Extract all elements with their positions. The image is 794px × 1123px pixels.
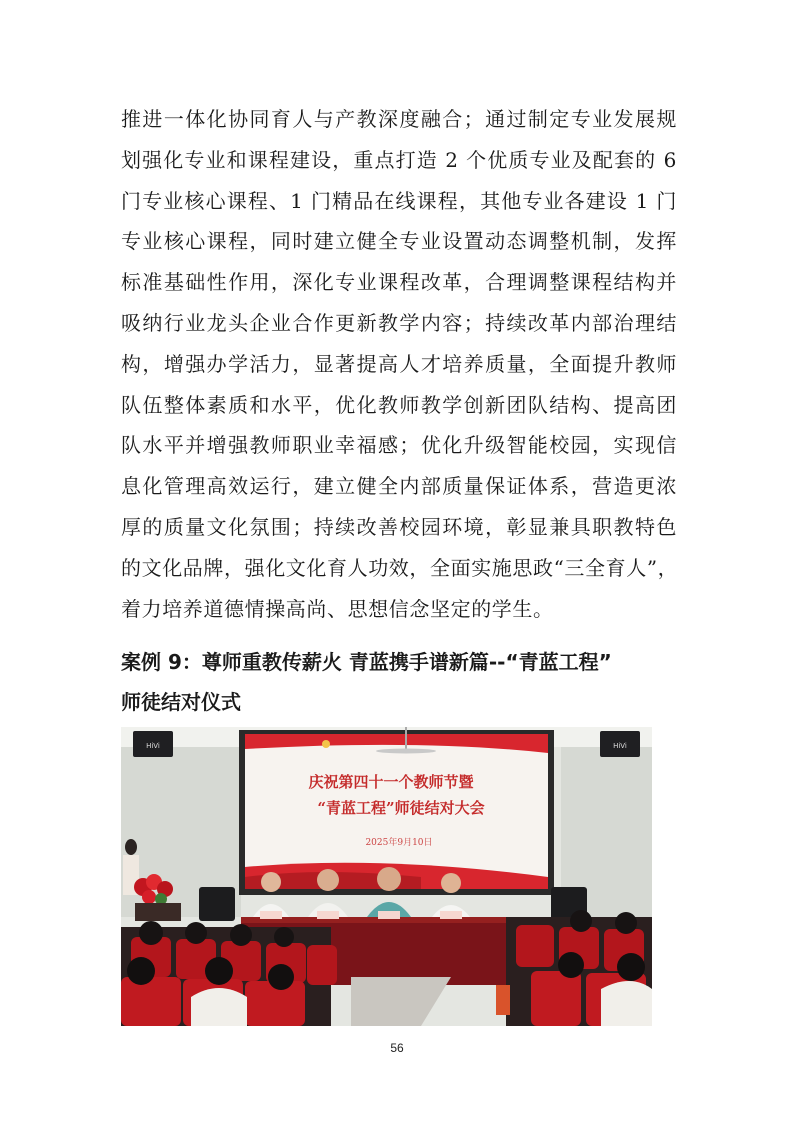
svg-text:HiVi: HiVi [613, 742, 627, 750]
left-speaker [133, 731, 173, 757]
projection-screen [245, 734, 548, 889]
right-speaker [600, 731, 640, 757]
body-line: 队伍整体素质和水平，优化教师教学创新团队结构、提高团 [121, 392, 677, 417]
screen-title-line2: “青蓝工程”师徒结对大会 [317, 799, 485, 817]
svg-text:HiVi: HiVi [146, 742, 160, 750]
body-line: 息化管理高效运行，建立健全内部质量保证体系，营造更浓 [121, 474, 677, 499]
audience-right [496, 910, 652, 1026]
body-line: 推进一体化协同育人与产教深度融合；通过制定专业发展规 [121, 107, 677, 131]
body-line: 门专业核心课程、1 门精品在线课程，其他专业各建设 1 门 [121, 188, 677, 213]
body-paragraph [121, 99, 677, 629]
body-line: 专业核心课程，同时建立健全专业设置动态调整机制，发挥 [121, 229, 677, 254]
body-line: 标准基础性作用，深化专业课程改革，合理调整课程结构并 [121, 270, 677, 295]
body-line: 的文化品牌，强化文化育人功效，全面实施思政“三全育人”， [121, 555, 679, 580]
case-heading-line2: 师徒结对仪式 [121, 690, 241, 714]
body-line: 构，增强办学活力，显著提高人才培养质量，全面提升教师 [121, 351, 677, 376]
case-heading-line1: 案例 9：尊师重教传薪火 青蓝携手谱新篇--“青蓝工程” [121, 650, 612, 674]
page-number: 56 [390, 1041, 404, 1055]
body-line: 吸纳行业龙头企业合作更新教学内容；持续改革内部治理结 [121, 310, 677, 335]
ceremony-photo [121, 727, 652, 1026]
case-heading [121, 642, 681, 722]
audience-left [121, 921, 337, 1026]
body-line: 厚的质量文化氛围；持续改善校园环境，彰显兼具职教特色 [121, 514, 677, 539]
body-line: 队水平并增强教师职业幸福感；优化升级智能校园，实现信 [121, 433, 677, 458]
body-line: 划强化专业和课程建设，重点打造 2 个优质专业及配套的 6 [121, 147, 677, 172]
screen-title-line1: 庆祝第四十一个教师节暨 [308, 773, 474, 791]
body-line: 着力培养道德情操高尚、思想信念坚定的学生。 [121, 596, 554, 621]
screen-date: 2025年9月10日 [365, 838, 433, 848]
